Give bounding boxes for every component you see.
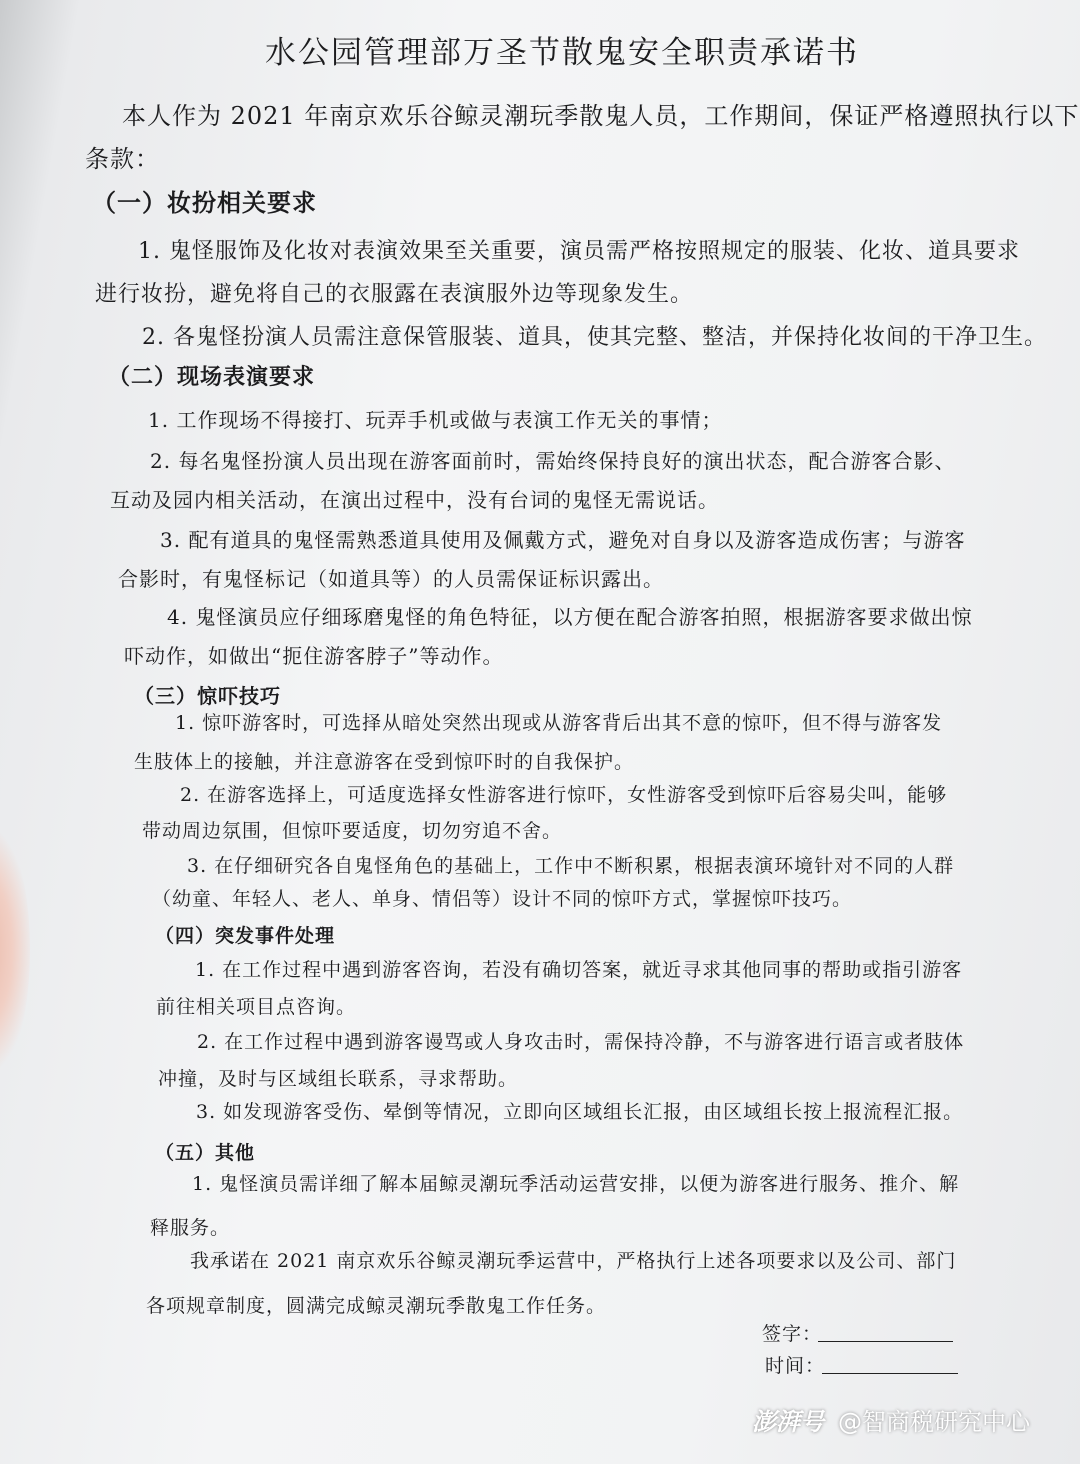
section-line: 3. 在仔细研究各自鬼怪角色的基础上，工作中不断积累，根据表演环境针对不同的人群 — [187, 855, 955, 877]
time-label: 时间： — [765, 1355, 826, 1377]
section-line: 冲撞，及时与区域组长联系，寻求帮助。 — [158, 1068, 519, 1090]
signature-label: 签字： — [762, 1323, 823, 1345]
section-line: 3. 配有道具的鬼怪需熟悉道具使用及佩戴方式，避免对自身以及游客造成伤害；与游客 — [160, 528, 966, 552]
section-line: 1. 在工作过程中遇到游客咨询，若没有确切答案，就近寻求其他同事的帮助或指引游客 — [195, 959, 963, 981]
section-line: 1. 鬼怪演员需详细了解本届鲸灵潮玩季活动运营安排，以便为游客进行服务、推介、解 — [192, 1173, 960, 1195]
section-line: 2. 在游客选择上，可适度选择女性游客进行惊吓，女性游客受到惊吓后容易尖叫，能够 — [180, 784, 948, 806]
section-heading: （五）其他 — [155, 1142, 256, 1164]
section-line: 带动周边氛围，但惊吓要适度，切勿穷追不舍。 — [142, 820, 563, 842]
section-line: （幼童、年轻人、老人、单身、情侣等）设计不同的惊吓方式，掌握惊吓技巧。 — [152, 888, 853, 910]
watermark — [752, 1402, 1030, 1437]
section-line: 3. 如发现游客受伤、晕倒等情况，立即向区域组长汇报，由区域组长按上报流程汇报。 — [196, 1101, 964, 1123]
section-line: 吓动作，如做出“扼住游客脖子”等动作。 — [124, 644, 504, 668]
section-line: 1. 鬼怪服饰及化妆对表演效果至关重要，演员需严格按照规定的服装、化妆、道具要求 — [138, 239, 1020, 264]
section-heading: （二）现场表演要求 — [108, 365, 316, 390]
section-heading: （四）突发事件处理 — [155, 925, 336, 947]
time-blank — [822, 1373, 958, 1374]
intro-line: 本人作为 2021 年南京欢乐谷鲸灵潮玩季散鬼人员，工作期间，保证严格遵照执行以下 — [122, 102, 1080, 130]
signature-blank — [818, 1341, 953, 1342]
section-line: 释服务。 — [150, 1217, 231, 1239]
pledge-line: 各项规章制度，圆满完成鲸灵潮玩季散鬼工作任务。 — [146, 1295, 607, 1317]
section-heading: （三）惊吓技巧 — [134, 684, 281, 708]
section-line: 合影时，有鬼怪标记（如道具等）的人员需保证标识露出。 — [118, 567, 664, 591]
watermark-account: @智商税研究中心 — [838, 1408, 1030, 1436]
section-line: 1. 惊吓游客时，可选择从暗处突然出现或从游客背后出其不意的惊吓，但不得与游客发 — [175, 712, 943, 734]
section-line: 互动及园内相关活动，在演出过程中，没有台词的鬼怪无需说话。 — [110, 488, 719, 512]
pledge-line: 我承诺在 2021 南京欢乐谷鲸灵潮玩季运营中，严格执行上述各项要求以及公司、部门 — [190, 1250, 957, 1272]
section-line: 4. 鬼怪演员应仔细琢磨鬼怪的角色特征，以方便在配合游客拍照，根据游客要求做出惊 — [167, 605, 973, 629]
intro-line: 条款： — [85, 145, 160, 173]
section-line: 2. 各鬼怪扮演人员需注意保管服装、道具，使其完整、整洁，并保持化妆间的干净卫生。 — [142, 325, 1047, 350]
section-line: 生肢体上的接触，并注意游客在受到惊吓时的自我保护。 — [134, 751, 635, 773]
section-line: 前往相关项目点咨询。 — [156, 996, 357, 1018]
section-line: 2. 在工作过程中遇到游客谩骂或人身攻击时，需保持冷静，不与游客进行语言或者肢体 — [197, 1031, 965, 1053]
section-line: 进行妆扮，避免将自己的衣服露在表演服外边等现象发生。 — [95, 282, 694, 307]
document-title: 水公园管理部万圣节散鬼安全职责承诺书 — [265, 35, 859, 71]
section-heading: （一）妆扮相关要求 — [92, 189, 317, 217]
section-line: 1. 工作现场不得接打、玩弄手机或做与表演工作无关的事情； — [148, 408, 723, 432]
watermark-logo: 澎湃号 — [752, 1408, 824, 1436]
section-line: 2. 每名鬼怪扮演人员出现在游客面前时，需始终保持良好的演出状态，配合游客合影、 — [150, 449, 956, 473]
